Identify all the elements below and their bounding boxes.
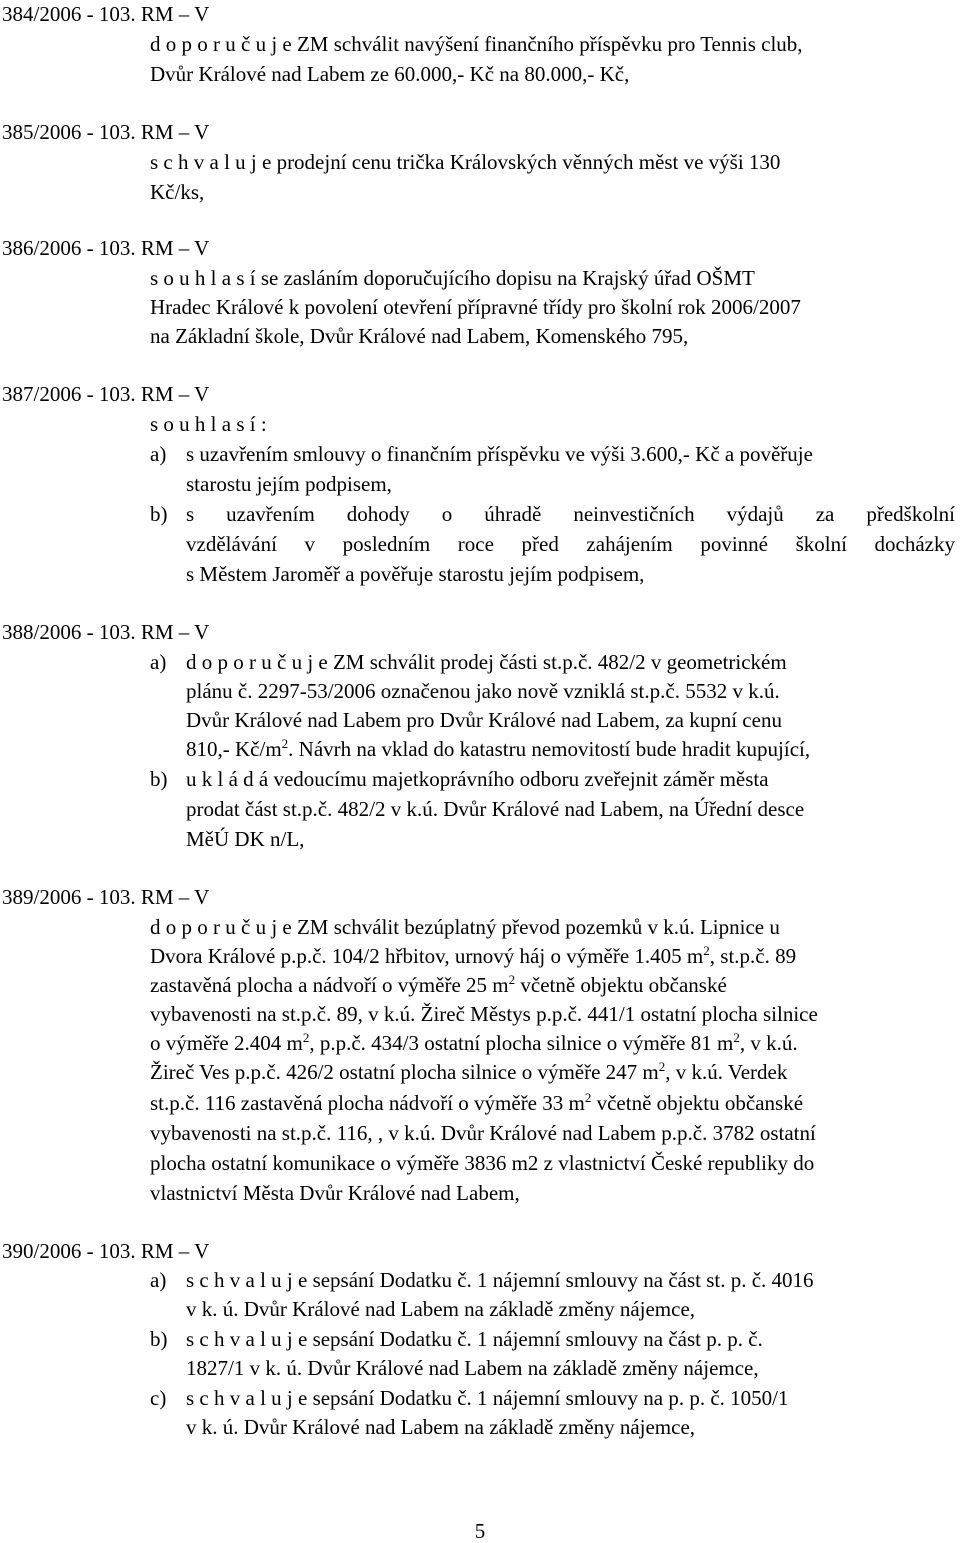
resolution-text-389-line6 xyxy=(150,1060,787,1084)
resolution-text-389-line4: vybavenosti na st.p.č. 89, v k.ú. Žireč Městys p.p.č. 441/1 ostatní plocha silnice xyxy=(150,1002,818,1026)
resolution-verb: d o p o r u č u j e xyxy=(186,650,328,674)
resolution-header-384: 384/2006 - 103. RM – V xyxy=(2,2,210,26)
superscript: 2 xyxy=(584,1090,592,1105)
resolution-text: 810,- Kč/m xyxy=(186,737,282,761)
item-label-387-b: b) xyxy=(150,502,168,526)
item-label-388-b: b) xyxy=(150,767,168,791)
item-label-390-c: c) xyxy=(150,1386,167,1410)
resolution-verb: s c h v a l u j e xyxy=(186,1386,308,1410)
resolution-text-389-line9: plocha ostatní komunikace o výměře 3836 m2 z vlastnictví České republiky do xyxy=(150,1151,815,1175)
resolution-text: , v k.ú. xyxy=(739,1031,798,1055)
superscript: 2 xyxy=(703,943,710,958)
resolution-verb-387: s o u h l a s í : xyxy=(150,412,267,436)
resolution-verb: s o u h l a s í xyxy=(150,266,256,290)
item-text-388-b-line1 xyxy=(186,767,769,791)
resolution-text-389-line2 xyxy=(150,944,796,968)
resolution-text: včetně objektu občanské xyxy=(515,973,727,997)
superscript: 2 xyxy=(302,1030,310,1045)
resolution-text-389-line3 xyxy=(150,973,727,997)
resolution-text-384-line1 xyxy=(150,32,803,56)
item-text-387-b-line3: s Městem Jaroměř a pověřuje starostu jejím podpisem, xyxy=(186,562,645,586)
resolution-verb: d o p o r u č u j e xyxy=(150,915,292,939)
superscript: 2 xyxy=(733,1030,740,1045)
resolution-header-386: 386/2006 - 103. RM – V xyxy=(2,236,210,260)
resolution-header-385: 385/2006 - 103. RM – V xyxy=(2,120,210,144)
page-number: 5 xyxy=(474,1519,486,1543)
resolution-text-389-line1 xyxy=(150,915,780,939)
resolution-text: zastavěná plocha a nádvoří o výměře 25 m xyxy=(150,973,509,997)
resolution-text: prodejní cenu trička Královských věnných měst ve výši 130 xyxy=(271,150,781,174)
item-text-388-b-line2: prodat část st.p.č. 482/2 v k.ú. Dvůr Králové nad Labem, na Úřední desce xyxy=(186,797,805,821)
resolution-text: . Návrh na vklad do katastru nemovitostí bude hradit kupující, xyxy=(288,737,811,761)
item-label-388-a: a) xyxy=(150,650,167,674)
resolution-text-386-line2: Hradec Králové k povolení otevření přípravné třídy pro školní rok 2006/2007 xyxy=(150,295,801,319)
item-label-390-b: b) xyxy=(150,1327,168,1351)
resolution-text: o výměře 2.404 m xyxy=(150,1031,303,1055)
item-text-387-b-line1: s uzavřením dohody o úhradě neinvestičních výdajů za předškolní xyxy=(186,502,955,526)
item-text-387-a-line1: s uzavřením smlouvy o finančním příspěvku ve výši 3.600,- Kč a pověřuje xyxy=(186,442,813,466)
item-text-390-a-line1 xyxy=(186,1268,814,1292)
item-text-388-a-line2: plánu č. 2297-53/2006 označenou jako nově vzniklá st.p.č. 5532 v k.ú. xyxy=(186,679,780,703)
superscript: 2 xyxy=(508,972,516,987)
resolution-text: ZM schválit bezúplatný převod pozemků v k.ú. Lipnice u xyxy=(291,915,780,939)
item-label-390-a: a) xyxy=(150,1268,167,1292)
resolution-text: sepsání Dodatku č. 1 nájemní smlouvy na část p. p. č. xyxy=(307,1327,763,1351)
resolution-text: ZM schválit navýšení finančního příspěvku pro Tennis club, xyxy=(291,32,803,56)
resolution-text: st.p.č. 116 zastavěná plocha nádvoří o výměře 33 m xyxy=(150,1091,585,1115)
item-label-387-a: a) xyxy=(150,442,167,466)
superscript: 2 xyxy=(281,736,289,751)
resolution-text: sepsání Dodatku č. 1 nájemní smlouvy na p. p. č. 1050/1 xyxy=(307,1386,789,1410)
resolution-header-388: 388/2006 - 103. RM – V xyxy=(2,620,210,644)
resolution-text: Dvora Králové p.p.č. 104/2 hřbitov, urnový háj o výměře 1.405 m xyxy=(150,944,704,968)
item-text-390-b-line1 xyxy=(186,1327,763,1351)
item-text-387-b-line2: vzdělávání v posledním roce před zahájením povinné školní docházky xyxy=(186,532,955,556)
resolution-text: včetně objektu občanské xyxy=(591,1091,804,1115)
resolution-text-385-line2: Kč/ks, xyxy=(150,180,205,204)
resolution-verb: s c h v a l u j e xyxy=(150,150,272,174)
resolution-text-384-line2: Dvůr Králové nad Labem ze 60.000,- Kč na 80.000,- Kč, xyxy=(150,62,630,86)
resolution-text-386-line3: na Základní škole, Dvůr Králové nad Labem, Komenského 795, xyxy=(150,324,689,348)
resolution-verb: s c h v a l u j e xyxy=(186,1268,308,1292)
resolution-header-390: 390/2006 - 103. RM – V xyxy=(2,1239,210,1263)
resolution-text-389-line8: vybavenosti na st.p.č. 116, , v k.ú. Dvůr Králové nad Labem p.p.č. 3782 ostatní xyxy=(150,1121,816,1145)
resolution-text: ZM schválit prodej části st.p.č. 482/2 v geometrickém xyxy=(327,650,787,674)
resolution-text: , v k.ú. Verdek xyxy=(665,1060,788,1084)
resolution-text-386-line1 xyxy=(150,266,755,290)
item-text-390-c-line1 xyxy=(186,1386,789,1410)
resolution-text: Žireč Ves p.p.č. 426/2 ostatní plocha silnice o výměře 247 m xyxy=(150,1060,659,1084)
item-text-390-c-line2: v k. ú. Dvůr Králové nad Labem na základě změny nájemce, xyxy=(186,1415,696,1439)
resolution-text: se zasláním doporučujícího dopisu na Krajský úřad OŠMT xyxy=(255,266,755,290)
resolution-header-387: 387/2006 - 103. RM – V xyxy=(2,382,210,406)
resolution-verb: u k l á d á xyxy=(186,767,269,791)
item-text-388-a-line3: Dvůr Králové nad Labem pro Dvůr Králové nad Labem, za kupní cenu xyxy=(186,708,782,732)
resolution-verb: s c h v a l u j e xyxy=(186,1327,308,1351)
resolution-text-389-line10: vlastnictví Města Dvůr Králové nad Labem, xyxy=(150,1181,520,1205)
item-text-387-a-line2: starostu jejím podpisem, xyxy=(186,472,392,496)
resolution-text: , p.p.č. 434/3 ostatní plocha silnice o výměře 81 m xyxy=(309,1031,734,1055)
resolution-verb: d o p o r u č u j e xyxy=(150,32,292,56)
resolution-header-389: 389/2006 - 103. RM – V xyxy=(2,885,210,909)
resolution-text-385-line1 xyxy=(150,150,780,174)
item-text-388-a-line4 xyxy=(186,737,810,761)
resolution-text-389-line5 xyxy=(150,1031,798,1055)
item-text-388-a-line1 xyxy=(186,650,787,674)
superscript: 2 xyxy=(658,1059,666,1074)
item-text-390-a-line2: v k. ú. Dvůr Králové nad Labem na základě změny nájemce, xyxy=(186,1297,696,1321)
resolution-text: , st.p.č. 89 xyxy=(709,944,797,968)
item-text-390-b-line2: 1827/1 v k. ú. Dvůr Králové nad Labem na základě změny nájemce, xyxy=(186,1356,759,1380)
resolution-text: sepsání Dodatku č. 1 nájemní smlouvy na část st. p. č. 4016 xyxy=(307,1268,814,1292)
item-text-388-b-line3: MěÚ DK n/L, xyxy=(186,827,305,851)
resolution-text-389-line7 xyxy=(150,1091,803,1115)
resolution-text: vedoucímu majetkoprávního odboru zveřejnit záměr města xyxy=(268,767,769,791)
